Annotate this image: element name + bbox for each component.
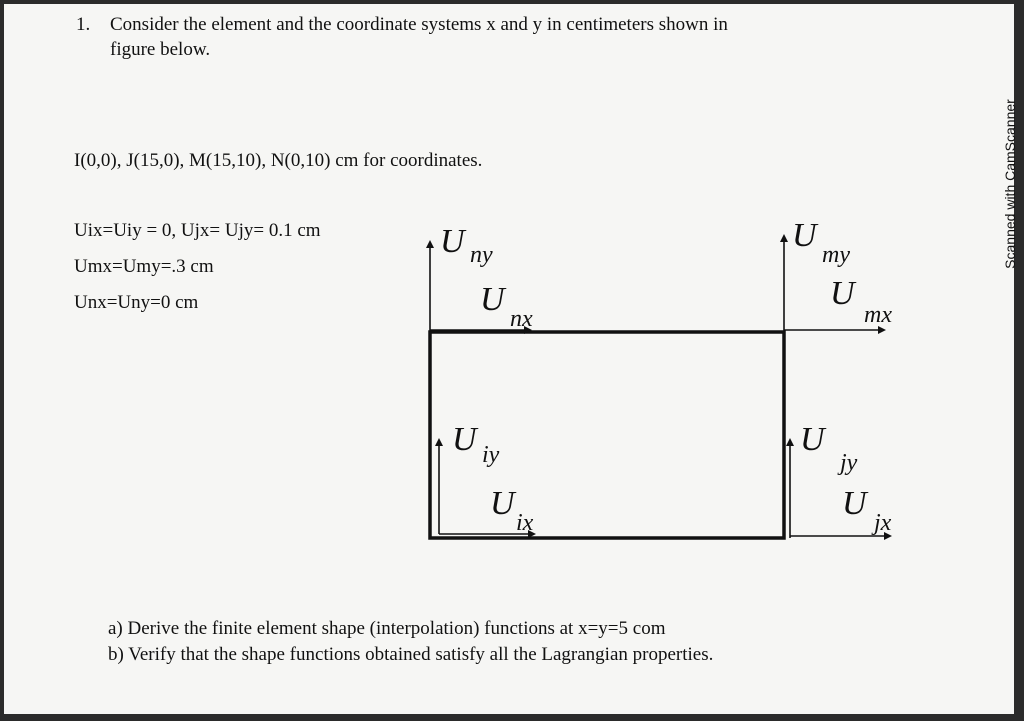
label-u-ix-symbol: U [490, 485, 515, 522]
label-u-mx-sub: mx [864, 302, 892, 328]
camscanner-watermark: Scanned with CamScanner [1002, 99, 1018, 269]
label-u-jx-sub: jx [874, 510, 892, 536]
label-u-mx-symbol: U [830, 275, 855, 312]
label-u-ny-symbol: U [440, 223, 465, 260]
label-u-ny-sub: ny [470, 242, 493, 268]
node-coordinates: I(0,0), J(15,0), M(15,10), N(0,10) cm for coordinates. [74, 150, 483, 171]
boundary-condition-n: Unx=Uny=0 cm [74, 292, 199, 313]
label-u-nx-sub: nx [510, 306, 533, 332]
boundary-condition-i-j: Uix=Uiy = 0, Ujx= Ujy= 0.1 cm [74, 220, 321, 241]
element-rectangle [430, 332, 784, 538]
label-u-jy-sub: jy [840, 450, 858, 476]
task-a: a) Derive the finite element shape (interpolation) functions at x=y=5 com [108, 618, 666, 639]
boundary-condition-m: Umx=Umy=.3 cm [74, 256, 214, 277]
label-u-nx-symbol: U [480, 281, 505, 318]
label-u-my-sub: my [822, 242, 850, 268]
label-u-jx-symbol: U [842, 485, 867, 522]
label-u-jy-symbol: U [800, 421, 825, 458]
label-u-ix-sub: ix [516, 510, 534, 536]
label-u-iy-symbol: U [452, 421, 477, 458]
label-u-iy-sub: iy [482, 442, 500, 468]
element-figure [4, 4, 1014, 714]
problem-statement-line1: Consider the element and the coordinate systems x and y in centimeters shown in [110, 14, 728, 35]
document-page [4, 4, 1018, 714]
problem-number: 1. [76, 14, 91, 35]
problem-statement-line2: figure below. [110, 39, 211, 60]
label-u-my-symbol: U [792, 217, 817, 254]
task-b: b) Verify that the shape functions obtained satisfy all the Lagrangian properties. [108, 644, 714, 665]
